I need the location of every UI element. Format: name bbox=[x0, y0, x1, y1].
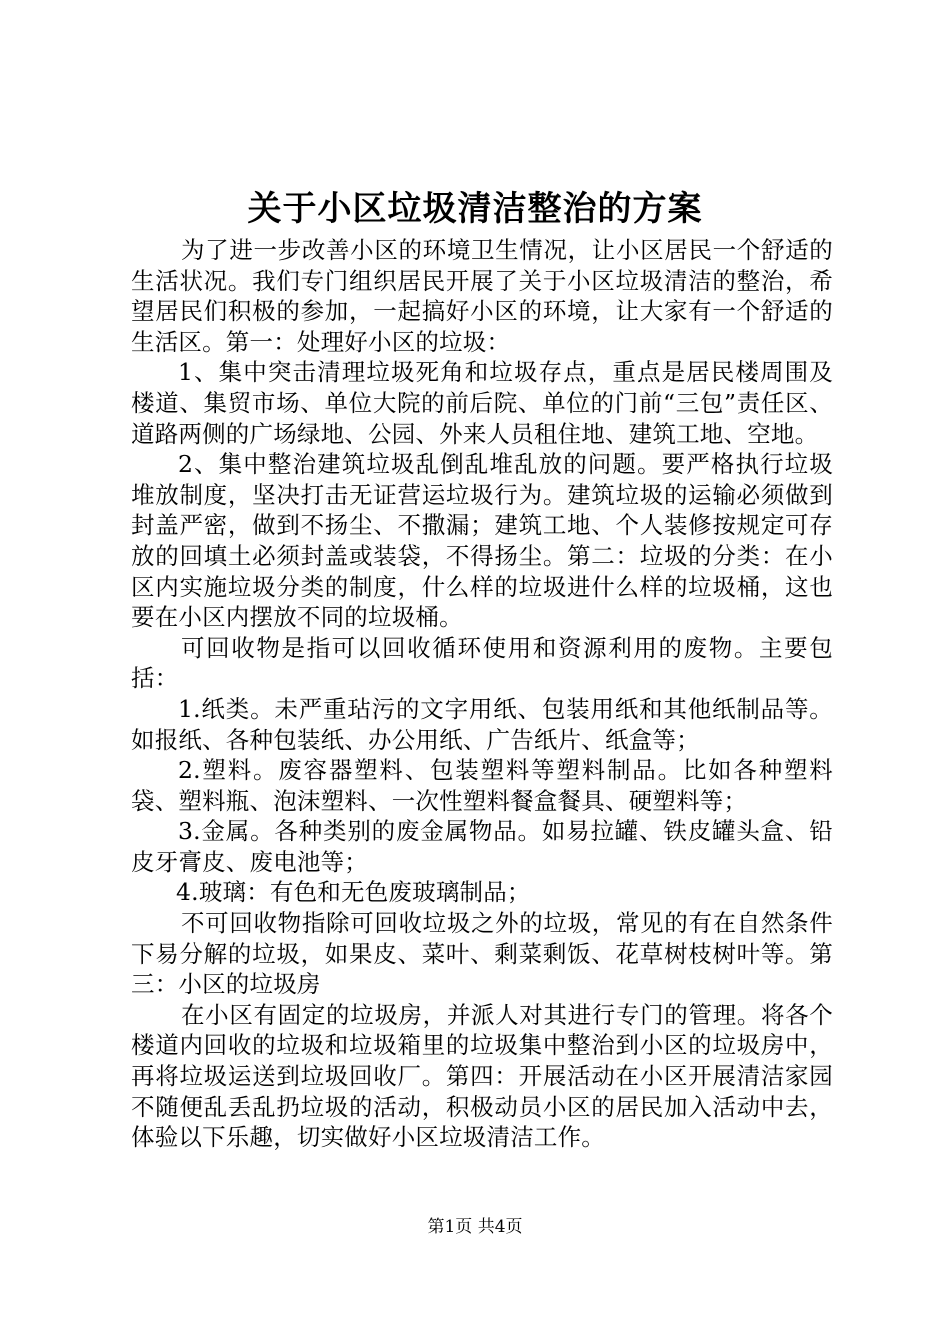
garbage-room-paragraph: 在小区有固定的垃圾房，并派人对其进行专门的管理。将各个楼道内回收的垃圾和垃圾箱里的垃圾集中整治到小区的垃圾房中，再将垃圾运送到垃圾回收厂。第四：开展活动在小区开展清洁家园不随便乱丢乱扔垃圾的活动，积极动员小区的居民加入活动中去，体验以下乐趣，切实做好小区垃圾清洁工作。 bbox=[131, 1000, 833, 1152]
recyclable-item-metal: 3.金属。各种类别的废金属物品。如易拉罐、铁皮罐头盒、铅皮牙膏皮、废电池等； bbox=[131, 817, 833, 876]
recyclable-item-plastic: 2.塑料。废容器塑料、包装塑料等塑料制品。比如各种塑料袋、塑料瓶、泡沫塑料、一次性塑料餐盒餐具、硬塑料等； bbox=[131, 756, 833, 815]
list-item-1: 1、集中突击清理垃圾死角和垃圾存点，重点是居民楼周围及楼道、集贸市场、单位大院的前后院、单位的门前“三包”责任区、道路两侧的广场绿地、公园、外来人员租住地、建筑工地、空地。 bbox=[131, 358, 833, 448]
intro-paragraph: 为了进一步改善小区的环境卫生情况，让小区居民一个舒适的生活状况。我们专门组织居民开展了关于小区垃圾清洁的整治，希望居民们积极的参加，一起搞好小区的环境，让大家有一个舒适的生活区。第一：处理好小区的垃圾： bbox=[131, 236, 833, 356]
recyclable-paragraph: 可回收物是指可以回收循环使用和资源利用的废物。主要包括： bbox=[131, 633, 833, 693]
recyclable-item-glass: 4.玻璃：有色和无色废玻璃制品； bbox=[176, 878, 531, 907]
recyclable-item-paper: 1.纸类。未严重玷污的文字用纸、包装用纸和其他纸制品等。如报纸、各种包装纸、办公用纸、广告纸片、纸盒等； bbox=[131, 694, 833, 754]
non-recyclable-paragraph: 不可回收物指除可回收垃圾之外的垃圾，常见的有在自然条件下易分解的垃圾，如果皮、菜叶、剩菜剩饭、花草树枝树叶等。第三：小区的垃圾房 bbox=[131, 909, 833, 999]
document-body bbox=[131, 235, 833, 1153]
page-footer: 第1页 共4页 bbox=[427, 1217, 523, 1237]
document-title: 关于小区垃圾清洁整治的方案 bbox=[247, 189, 703, 229]
list-item-2: 2、集中整治建筑垃圾乱倒乱堆乱放的问题。要严格执行垃圾堆放制度，坚决打击无证营运垃圾行为。建筑垃圾的运输必须做到封盖严密，做到不扬尘、不撒漏；建筑工地、个人装修按规定可存放的回填土必须封盖或装袋，不得扬尘。第二：垃圾的分类：在小区内实施垃圾分类的制度，什么样的垃圾进什么样的垃圾桶，这也要在小区内摆放不同的垃圾桶。 bbox=[131, 450, 833, 632]
